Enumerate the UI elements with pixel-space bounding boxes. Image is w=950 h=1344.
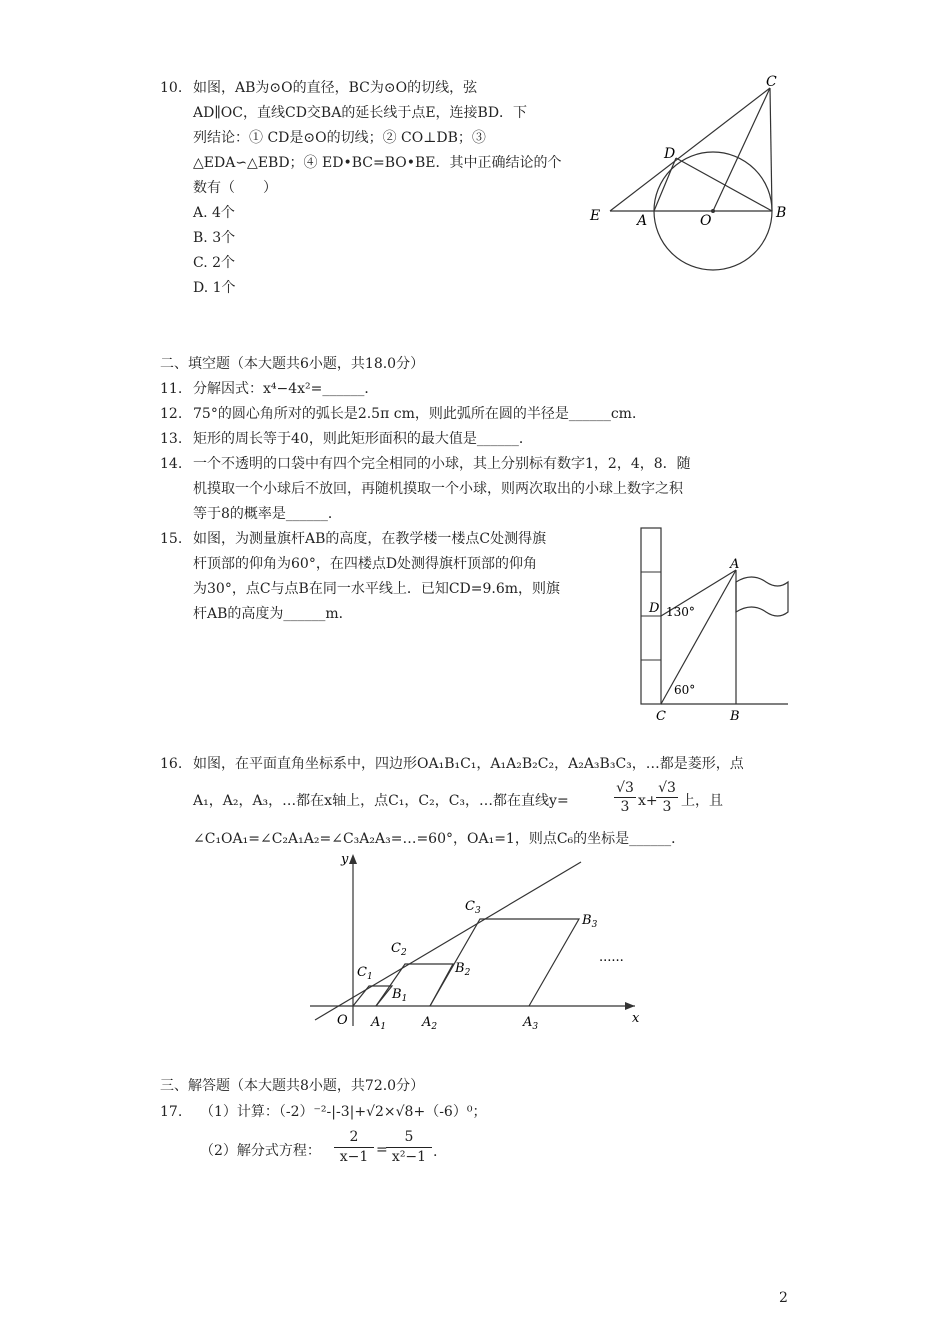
- label-a1-sub: 1: [380, 1022, 387, 1032]
- label-a3: [522, 1015, 538, 1032]
- q13-number: 13.: [160, 431, 183, 447]
- label-b1-letter: B: [392, 987, 402, 1002]
- line-bc: [770, 88, 772, 211]
- q17-period: .: [433, 1144, 438, 1160]
- q10-number: 10.: [160, 80, 183, 96]
- label-a3-sub: 3: [532, 1022, 539, 1032]
- label-c1: [357, 965, 373, 982]
- q15-line: 如图，为测量旗杆AB的高度，在教学楼一楼点C处测得旗: [193, 531, 547, 547]
- q15-line: 杆顶部的仰角为60°，在四楼点D处测得旗杆顶部的仰角: [193, 556, 538, 572]
- q10-circle-figure: [580, 72, 800, 282]
- label-x: x: [632, 1011, 640, 1026]
- label-b2-sub: 2: [464, 968, 471, 978]
- label-a3-letter: A: [523, 1015, 533, 1030]
- page-number: 2: [779, 1290, 788, 1306]
- q16-fraction: [614, 779, 636, 816]
- line-ec: [610, 88, 770, 211]
- q11-text: 分解因式：x⁴−4x²=______．: [193, 381, 379, 397]
- angle-c-label: 60°: [674, 683, 696, 697]
- q17-rhs-numerator: 5: [386, 1128, 432, 1148]
- x-axis-arrow: [625, 1002, 635, 1010]
- label-b3-sub: 3: [591, 920, 598, 930]
- q12-text: 75°的圆心角所对的弧长是2.5π cm，则此弧所在圆的半径是______cm．: [193, 406, 646, 422]
- q12-number: 12.: [160, 406, 183, 422]
- q15-flagpole-figure: [636, 526, 792, 726]
- label-c1-letter: C: [357, 965, 367, 980]
- label-d: D: [664, 146, 676, 162]
- q16-fraction-denominator: 3: [620, 799, 630, 815]
- label-c2-sub: 2: [400, 948, 407, 958]
- section-2-heading: 二、填空题（本大题共6小题，共18.0分）: [160, 356, 425, 372]
- label-c3: [465, 899, 481, 916]
- label-a: A: [730, 557, 740, 572]
- label-a2-sub: 2: [431, 1022, 438, 1032]
- label-d: D: [649, 601, 660, 616]
- q17-rhs-denominator: x²−1: [391, 1149, 427, 1165]
- q16-line2-end: 上，且: [681, 793, 723, 809]
- label-o: O: [337, 1013, 348, 1028]
- q16-line3: ∠C₁OA₁=∠C₂A₁A₂=∠C₃A₂A₃=…=60°，OA₁=1，则点C₆的坐标是______．: [193, 831, 686, 847]
- label-a1-letter: A: [371, 1015, 381, 1030]
- q10-option-a: A. 4个: [193, 205, 235, 221]
- q17-number: 17.: [160, 1104, 183, 1120]
- q14-line: 等于8的概率是______．: [193, 506, 342, 522]
- rhombus-1: [353, 986, 392, 1006]
- q17-part1: （1）计算：（-2）⁻²-|-3|+√2×√8+（-6）⁰；: [200, 1104, 487, 1120]
- q16-line1: 如图，在平面直角坐标系中，四边形OA₁B₁C₁，A₁A₂B₂C₂，A₂A₃B₃C₃，…都是菱形，点: [193, 756, 744, 772]
- q17-lhs-numerator: 2: [334, 1128, 374, 1148]
- label-c: C: [766, 74, 777, 90]
- line-ca: [661, 570, 736, 704]
- label-a2-letter: A: [422, 1015, 432, 1030]
- label-c1-sub: 1: [366, 972, 373, 982]
- label-y: y: [341, 852, 349, 867]
- q10-option-b: B. 3个: [193, 230, 236, 246]
- label-b: B: [776, 205, 787, 221]
- label-c2-letter: C: [391, 941, 401, 956]
- q10-line: AD∥OC，直线CD交BA的延长线于点E，连接BD．下: [193, 105, 528, 121]
- q15-line: 杆AB的高度为______m．: [193, 606, 353, 622]
- q16-constant-fraction: [656, 779, 678, 816]
- q17-lhs-fraction: [334, 1128, 374, 1167]
- label-c: C: [656, 709, 666, 724]
- center-dot: [711, 209, 715, 213]
- q11-number: 11.: [160, 381, 183, 397]
- q10-line: 数有（ ）: [193, 180, 277, 196]
- label-a: A: [637, 213, 648, 229]
- label-c3-letter: C: [465, 899, 475, 914]
- q16-rhombus-figure: [305, 848, 650, 1038]
- label-b1-sub: 1: [401, 994, 408, 1004]
- q16-constant-numerator: √3: [656, 779, 678, 798]
- q16-constant-denominator: 3: [662, 799, 672, 815]
- label-b: B: [730, 709, 740, 724]
- q10-line: △EDA∽△EBD；④ ED•BC=BO•BE．其中正确结论的个: [193, 155, 562, 171]
- y-axis-arrow: [349, 854, 357, 864]
- q17-rhs-fraction: [386, 1128, 432, 1167]
- q14-line: 机摸取一个小球后不放回，再随机摸取一个小球，则两次取出的小球上数字之积: [193, 481, 683, 497]
- q16-fraction-numerator: √3: [614, 779, 636, 798]
- rhombus-3: [430, 919, 579, 1006]
- q13-text: 矩形的周长等于40，则此矩形面积的最大值是______．: [193, 431, 533, 447]
- q10-option-c: C. 2个: [193, 255, 236, 271]
- q17-lhs-denominator: x−1: [339, 1149, 369, 1165]
- line-ad: [654, 158, 676, 211]
- flag: [736, 577, 788, 616]
- angle-d-label: 130°: [666, 605, 695, 619]
- label-b2-letter: B: [455, 961, 465, 976]
- q10-line: 如图，AB为⊙O的直径，BC为⊙O的切线，弦: [193, 80, 478, 96]
- label-b2: [454, 961, 471, 978]
- q14-line: 一个不透明的口袋中有四个完全相同的小球，其上分别标有数字1，2，4，8．随: [193, 456, 691, 472]
- line-y: [315, 862, 581, 1020]
- q16-line2-start: A₁，A₂，A₃，…都在x轴上，点C₁，C₂，C₃，…都在直线y=: [193, 793, 569, 809]
- label-b1: [391, 987, 407, 1004]
- q10-option-d: D. 1个: [193, 280, 236, 296]
- q16-number: 16.: [160, 756, 183, 772]
- q17-part2-label: （2）解分式方程：: [200, 1143, 321, 1159]
- label-b3-letter: B: [582, 913, 592, 928]
- line-oc: [713, 88, 770, 211]
- line-db: [676, 158, 772, 211]
- label-c3-sub: 3: [474, 906, 481, 916]
- label-e: E: [590, 208, 601, 224]
- label-a2: [421, 1015, 437, 1032]
- label-b3: [581, 913, 598, 930]
- label-a1: [370, 1015, 386, 1032]
- q17-equals: =: [376, 1142, 388, 1158]
- continuation-dots: ......: [599, 950, 624, 965]
- q16-x-plus: x+: [638, 793, 658, 809]
- q15-number: 15.: [160, 531, 183, 547]
- q14-number: 14.: [160, 456, 183, 472]
- q10-line: 列结论：① CD是⊙O的切线；② CO⊥DB；③: [193, 130, 486, 146]
- label-c2: [391, 941, 407, 958]
- label-o: O: [700, 213, 712, 229]
- section-3-heading: 三、解答题（本大题共8小题，共72.0分）: [160, 1078, 425, 1094]
- q15-line: 为30°，点C与点B在同一水平线上．已知CD=9.6m，则旗: [193, 581, 561, 597]
